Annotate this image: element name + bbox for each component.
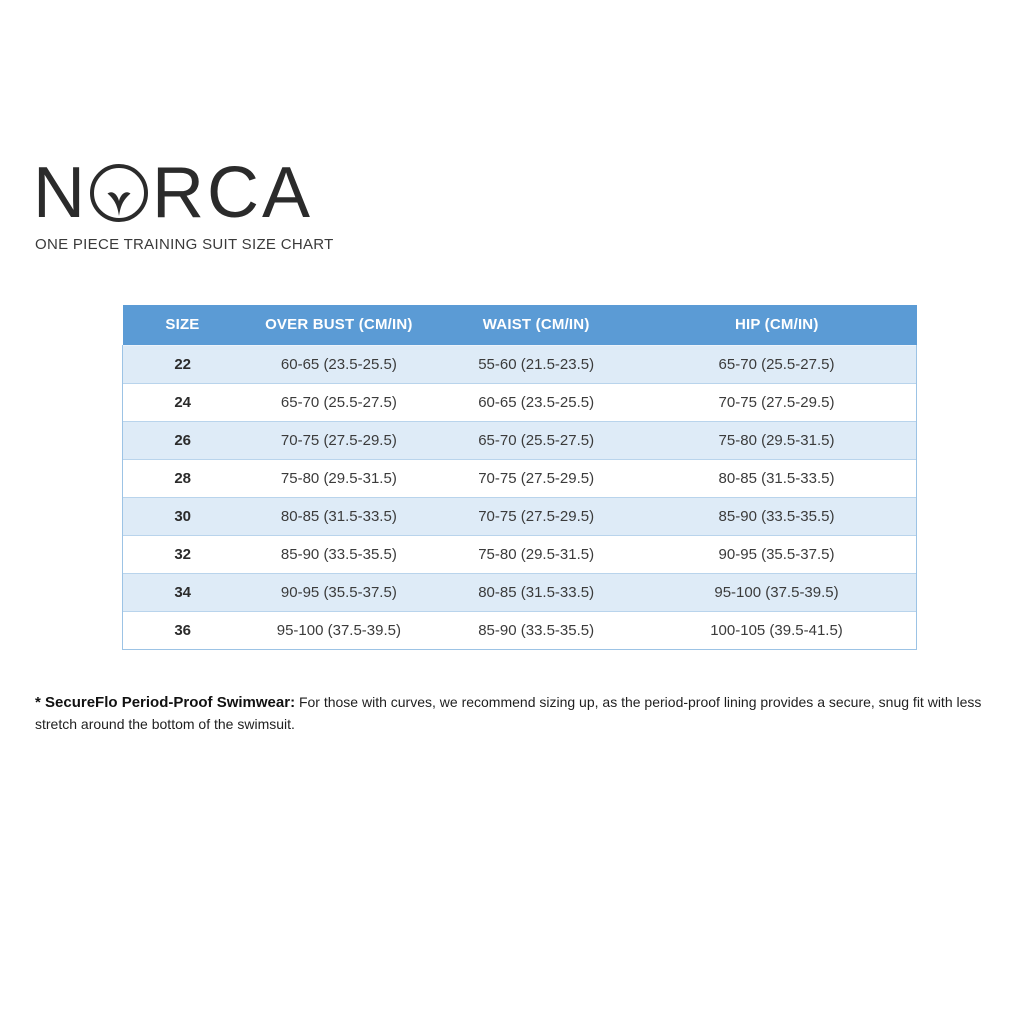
table-row	[123, 535, 917, 573]
measurement-cell: 60-65 (23.5-25.5)	[242, 345, 435, 383]
size-cell: 32	[123, 535, 243, 573]
measurement-cell: 85-90 (33.5-35.5)	[242, 535, 435, 573]
measurement-cell: 70-75 (27.5-29.5)	[435, 459, 637, 497]
size-table-body	[123, 345, 917, 649]
logo-letter-n: N	[33, 153, 88, 233]
size-cell: 26	[123, 421, 243, 459]
measurement-cell: 85-90 (33.5-35.5)	[637, 497, 917, 535]
measurement-cell: 70-75 (27.5-29.5)	[435, 497, 637, 535]
table-header	[123, 305, 917, 345]
footnote	[35, 691, 987, 736]
measurement-cell: 60-65 (23.5-25.5)	[435, 383, 637, 421]
measurement-cell: 75-80 (29.5-31.5)	[637, 421, 917, 459]
measurement-cell: 55-60 (21.5-23.5)	[435, 345, 637, 383]
size-cell: 22	[123, 345, 243, 383]
table-row	[123, 459, 917, 497]
logo-letters-rca: RCA	[152, 153, 314, 233]
measurement-cell: 90-95 (35.5-37.5)	[242, 573, 435, 611]
measurement-cell: 80-85 (31.5-33.5)	[242, 497, 435, 535]
measurement-cell: 70-75 (27.5-29.5)	[242, 421, 435, 459]
column-header-size: SIZE	[123, 305, 243, 345]
measurement-cell: 80-85 (31.5-33.5)	[435, 573, 637, 611]
size-cell: 34	[123, 573, 243, 611]
table-row	[123, 383, 917, 421]
table-row	[123, 497, 917, 535]
measurement-cell: 70-75 (27.5-29.5)	[637, 383, 917, 421]
measurement-cell: 65-70 (25.5-27.5)	[242, 383, 435, 421]
measurement-cell: 95-100 (37.5-39.5)	[637, 573, 917, 611]
table-row	[123, 345, 917, 383]
footnote-text: For those with curves, we recommend sizing up, as the period-proof lining provides a secure, snug fit with less stretch around the bottom of the swimsuit.	[35, 694, 982, 733]
measurement-cell: 100-105 (39.5-41.5)	[637, 611, 917, 649]
measurement-cell: 75-80 (29.5-31.5)	[242, 459, 435, 497]
orca-tail-icon	[90, 164, 148, 222]
brand-logo	[33, 153, 314, 233]
measurement-cell: 95-100 (37.5-39.5)	[242, 611, 435, 649]
column-header-hip: HIP (CM/IN)	[637, 305, 917, 345]
measurement-cell: 65-70 (25.5-27.5)	[637, 345, 917, 383]
measurement-cell: 75-80 (29.5-31.5)	[435, 535, 637, 573]
table-row	[123, 611, 917, 649]
measurement-cell: 80-85 (31.5-33.5)	[637, 459, 917, 497]
column-header-over-bust: OVER BUST (CM/IN)	[242, 305, 435, 345]
measurement-cell: 65-70 (25.5-27.5)	[435, 421, 637, 459]
table-row	[123, 421, 917, 459]
measurement-cell: 90-95 (35.5-37.5)	[637, 535, 917, 573]
size-cell: 28	[123, 459, 243, 497]
size-cell: 30	[123, 497, 243, 535]
footnote-bold-lead: * SecureFlo Period-Proof Swimwear:	[35, 694, 296, 711]
column-header-waist: WAIST (CM/IN)	[435, 305, 637, 345]
table-row	[123, 573, 917, 611]
size-chart-table	[122, 305, 917, 650]
measurement-cell: 85-90 (33.5-35.5)	[435, 611, 637, 649]
size-cell: 36	[123, 611, 243, 649]
page-title: ONE PIECE TRAINING SUIT SIZE CHART	[35, 236, 334, 253]
size-cell: 24	[123, 383, 243, 421]
